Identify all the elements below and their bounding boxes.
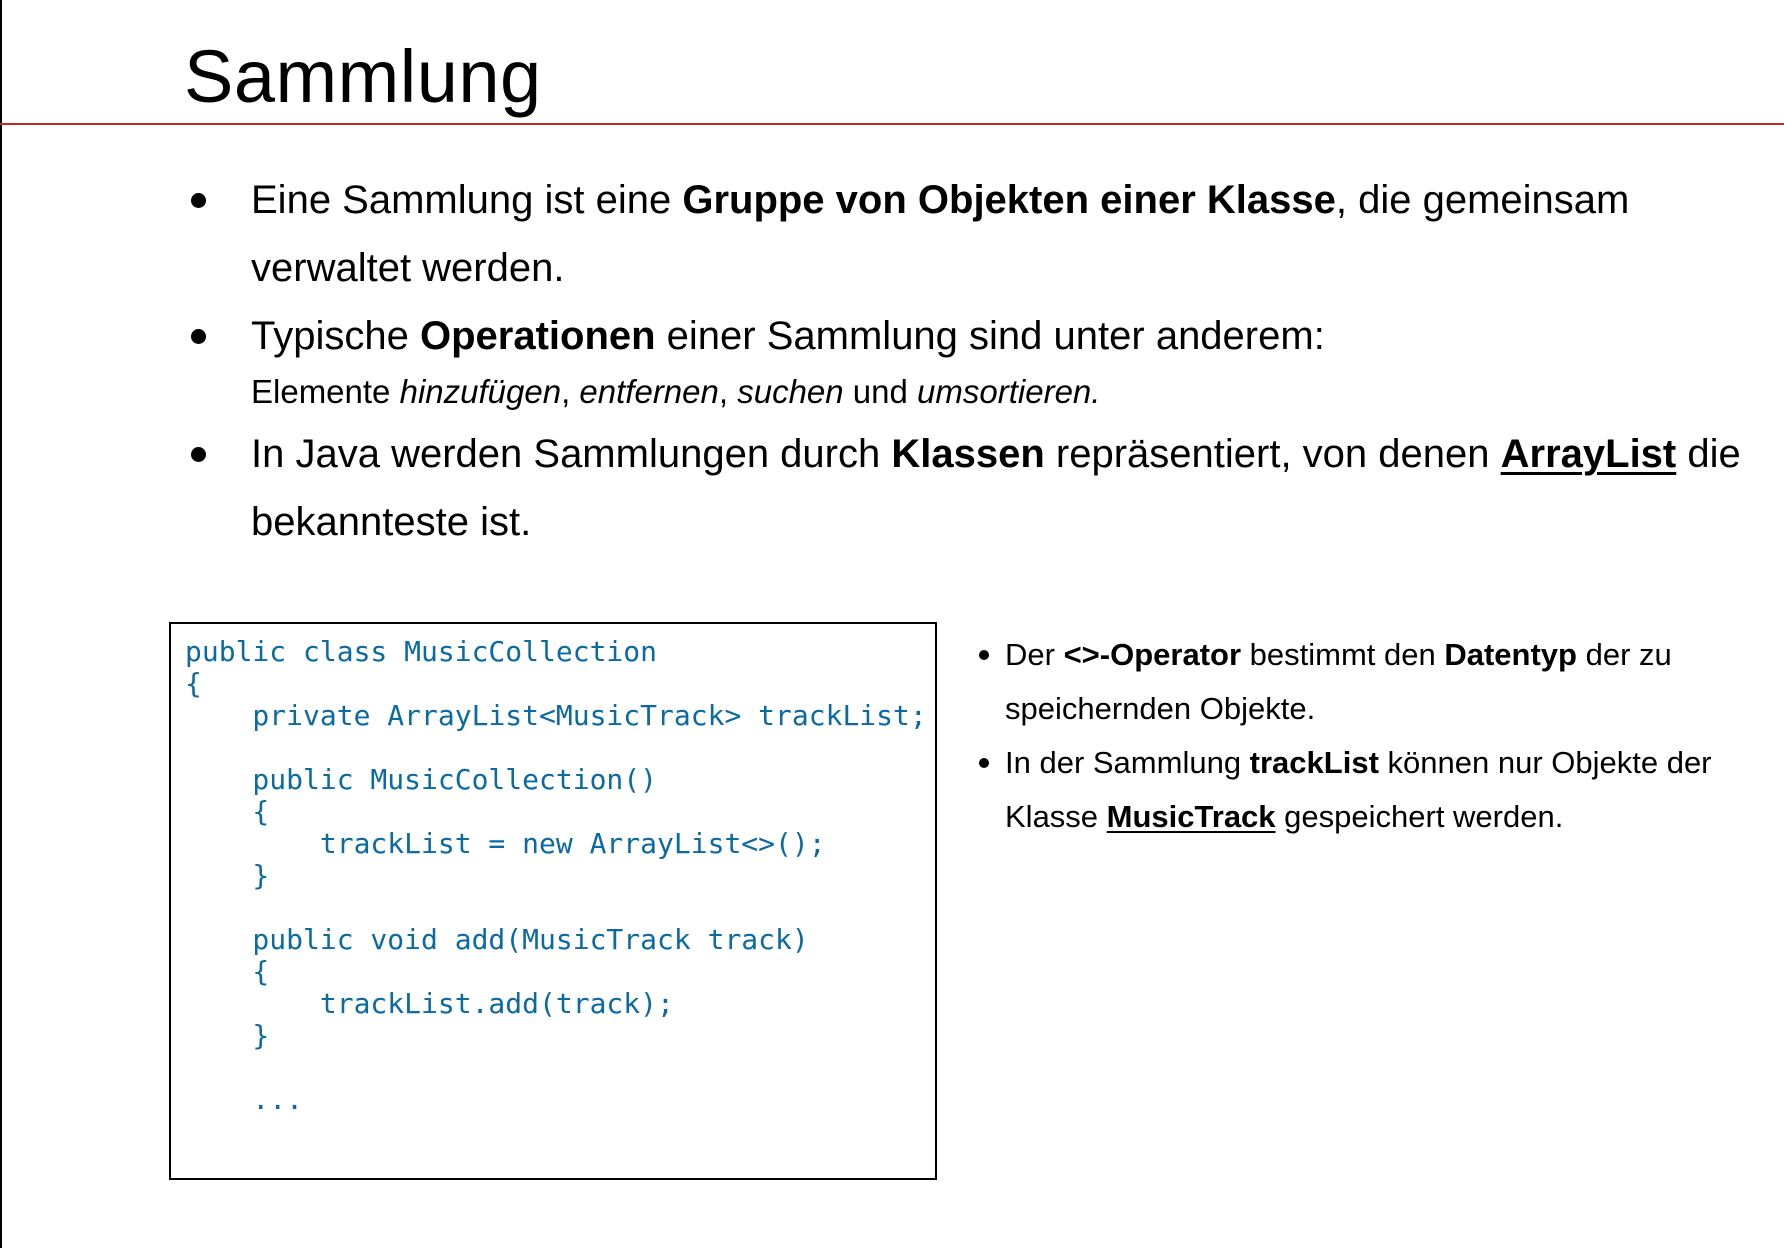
bullet-bold-text: Klassen [891,432,1045,476]
bullet-item-sammlung-definition [184,166,1744,302]
note-text: können nur Objekte der Klasse [1005,745,1712,834]
bullet-bold-text: Gruppe von Objekten einer Klasse [682,178,1336,222]
operations-separator: , [561,373,580,410]
note-text: bestimmt den [1241,637,1445,672]
bullet-text: Eine Sammlung ist eine [251,178,683,222]
note-bold-text: trackList [1249,745,1379,780]
note-bold-text: <>-Operator [1063,637,1242,672]
operation-umsortieren: umsortieren. [917,373,1101,410]
code-line: ... [185,1083,304,1116]
operations-separator: , [718,373,738,410]
operation-entfernen: entfernen [579,373,719,410]
note-tracklist [976,736,1756,844]
bullet-text: die bekannteste ist. [251,432,1741,544]
bullet-item-operationen [184,302,1744,420]
code-line: } [185,859,270,892]
code-line: trackList.add(track); [185,987,674,1020]
code-line: { [185,955,270,988]
note-text: der zu speichernden Objekte. [1005,637,1672,726]
code-line: public class MusicCollection [185,635,658,668]
operations-text: und [843,373,918,410]
operations-text: Elemente [251,373,400,410]
title-divider [0,123,1784,125]
bullet-dot-icon [191,329,206,344]
code-line: } [185,1019,270,1052]
note-text: gespeichert werden. [1275,799,1564,834]
bullet-item-java-klassen [184,420,1744,556]
code-line: public MusicCollection() [185,763,658,796]
note-operator [976,628,1756,736]
bullet-dot-icon [191,193,206,208]
slide-left-border [0,0,2,1248]
bullet-bold-text: Operationen [419,314,656,358]
note-text: In der Sammlung [1005,745,1250,780]
code-line: { [185,795,270,828]
musictrack-term: MusicTrack [1106,799,1276,834]
bullet-text: einer Sammlung sind unter anderem: [655,314,1325,358]
operations-list [251,364,1744,420]
bullet-dot-icon [979,758,989,768]
note-text: Der [1005,637,1064,672]
code-line: public void add(MusicTrack track) [185,923,809,956]
arraylist-term: ArrayList [1500,432,1677,476]
code-line: { [185,667,202,700]
code-listing [169,622,937,1180]
bullet-text: repräsentiert, von denen [1044,432,1501,476]
bullet-text: Typische [251,314,420,358]
bullet-text: In Java werden Sammlungen durch [251,432,892,476]
slide-title: Sammlung [184,35,542,118]
bullet-text: , die gemeinsam verwaltet werden. [251,178,1630,290]
operation-hinzufuegen: hinzufügen [399,373,562,410]
bullet-dot-icon [979,650,989,660]
operation-suchen: suchen [737,373,844,410]
note-bold-text: Datentyp [1444,637,1577,672]
code-line: trackList = new ArrayList<>(); [185,827,826,860]
code-line: private ArrayList<MusicTrack> trackList; [185,699,927,732]
side-notes [976,628,1756,844]
bullet-list [184,166,1744,556]
bullet-dot-icon [191,447,206,462]
